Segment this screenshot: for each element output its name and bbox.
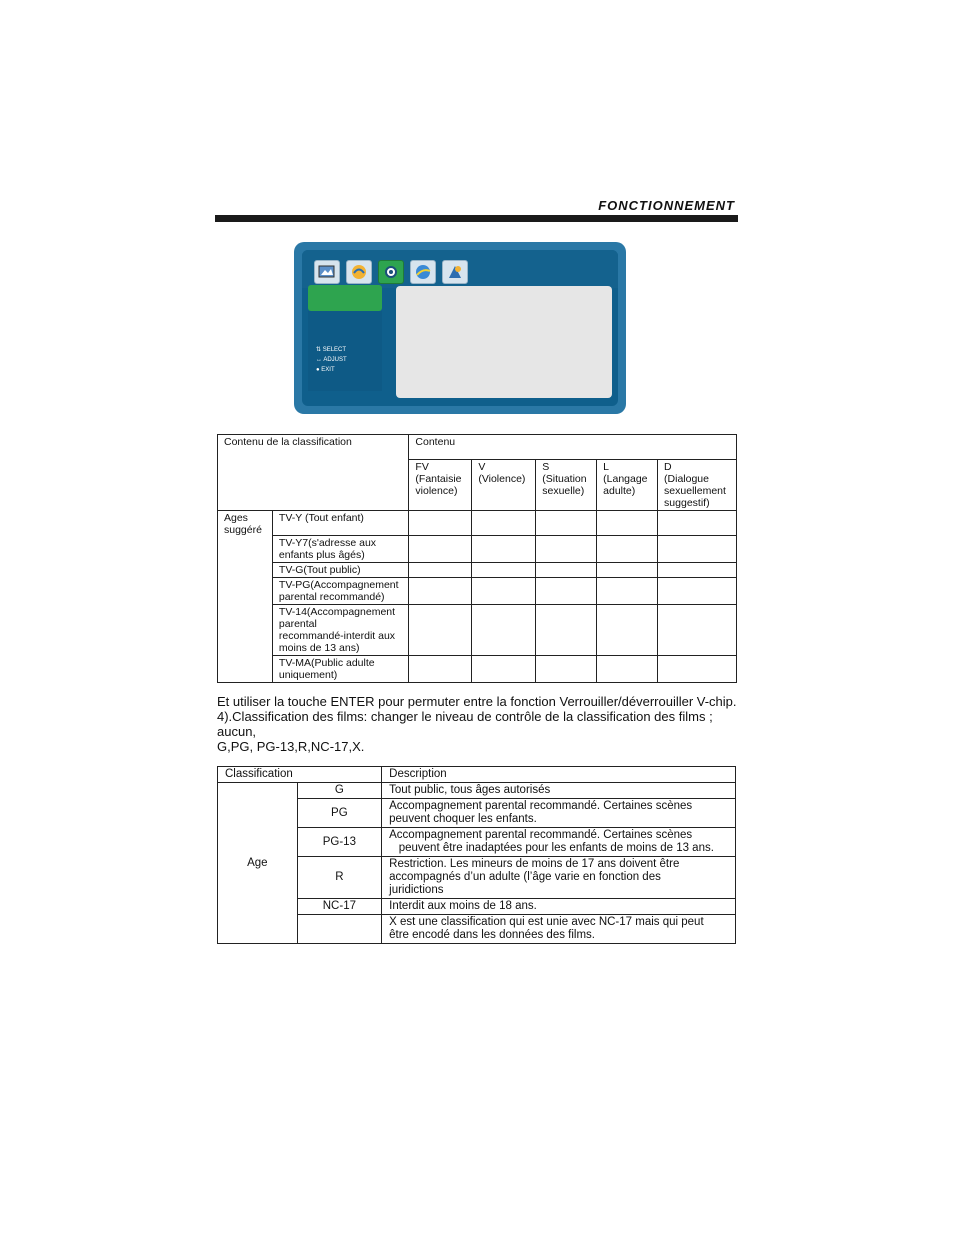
menu-help-legend (316, 345, 347, 375)
help-select: ⇅ SELECT (316, 347, 347, 353)
menu-icon-row (314, 260, 468, 284)
tv-table-head-left: Contenu de la classification (218, 435, 409, 511)
rating-cell: R (297, 857, 382, 899)
rating-desc: Restriction. Les mineurs de moins de 17 ans doivent être accompagnés d’un adulte (l’âge varie en fonction des juridictions (382, 857, 736, 899)
content-col-s: S (Situation sexuelle) (536, 460, 597, 511)
film-age-label: Age (218, 783, 298, 944)
header-rule (215, 215, 738, 222)
help-exit: ● EXIT (316, 367, 335, 373)
film-rating-table (217, 766, 736, 944)
tv-table-head-right: Contenu (409, 435, 737, 460)
content-col-d: D (Dialogue sexuellement suggestif) (658, 460, 737, 511)
film-table-head-desc: Description (382, 767, 736, 783)
instruction-line-3: G,PG, PG-13,R,NC-17,X. (217, 739, 365, 754)
age-label: Ages suggéré (218, 511, 273, 683)
rating-cell: PG (297, 799, 382, 828)
rating-desc: Interdit aux moins de 18 ans. (382, 899, 736, 915)
instruction-line-1: Et utiliser la touche ENTER pour permuter entre la fonction Verrouiller/déverrouiller V-chip. (217, 694, 737, 709)
sound-icon[interactable] (346, 260, 372, 284)
rating-cell: PG-13 (297, 828, 382, 857)
instruction-line-2: 4).Classification des films: changer le niveau de contrôle de la classification des films ; aucun, (217, 709, 713, 739)
tv-rating-table (217, 434, 737, 683)
film-table-head-class: Classification (218, 767, 382, 783)
picture-icon[interactable] (314, 260, 340, 284)
lock-icon[interactable] (442, 260, 468, 284)
menu-selected-item[interactable] (308, 285, 382, 311)
table-row: TV-14(Accompagnement parental recommandé-interdit aux moins de 13 ans) (272, 605, 409, 656)
page-section-title: FONCTIONNEMENT (598, 198, 735, 213)
rating-desc: Accompagnement parental recommandé. Certaines scènes peuvent choquer les enfants. (382, 799, 736, 828)
channel-icon[interactable] (410, 260, 436, 284)
setup-icon[interactable] (378, 260, 404, 284)
rating-desc: X est une classification qui est unie avec NC-17 mais qui peut être encodé dans les données des films. (382, 915, 736, 944)
menu-content-panel (396, 286, 612, 398)
instruction-paragraph (217, 694, 747, 754)
content-col-fv: FV (Fantaisie violence) (409, 460, 472, 511)
table-row: TV-G(Tout public) (272, 563, 409, 578)
table-row: TV-MA(Public adulte uniquement) (272, 656, 409, 683)
table-row: TV-Y7(s'adresse aux enfants plus âgés) (272, 536, 409, 563)
rating-cell: G (297, 783, 382, 799)
tv-menu-screenshot (294, 242, 626, 414)
rating-desc: Accompagnement parental recommandé. Certaines scènes peuvent être inadaptées pour les enfants de moins de 13 ans. (382, 828, 736, 857)
rating-cell: NC-17 (297, 899, 382, 915)
help-adjust: ↔ ADJUST (316, 357, 347, 363)
content-col-l: L (Langage adulte) (597, 460, 658, 511)
table-row: TV-PG(Accompagnement parental recommandé) (272, 578, 409, 605)
rating-cell (297, 915, 382, 944)
rating-desc: Tout public, tous âges autorisés (382, 783, 736, 799)
content-col-v: V (Violence) (472, 460, 536, 511)
table-row: TV-Y (Tout enfant) (272, 511, 409, 536)
